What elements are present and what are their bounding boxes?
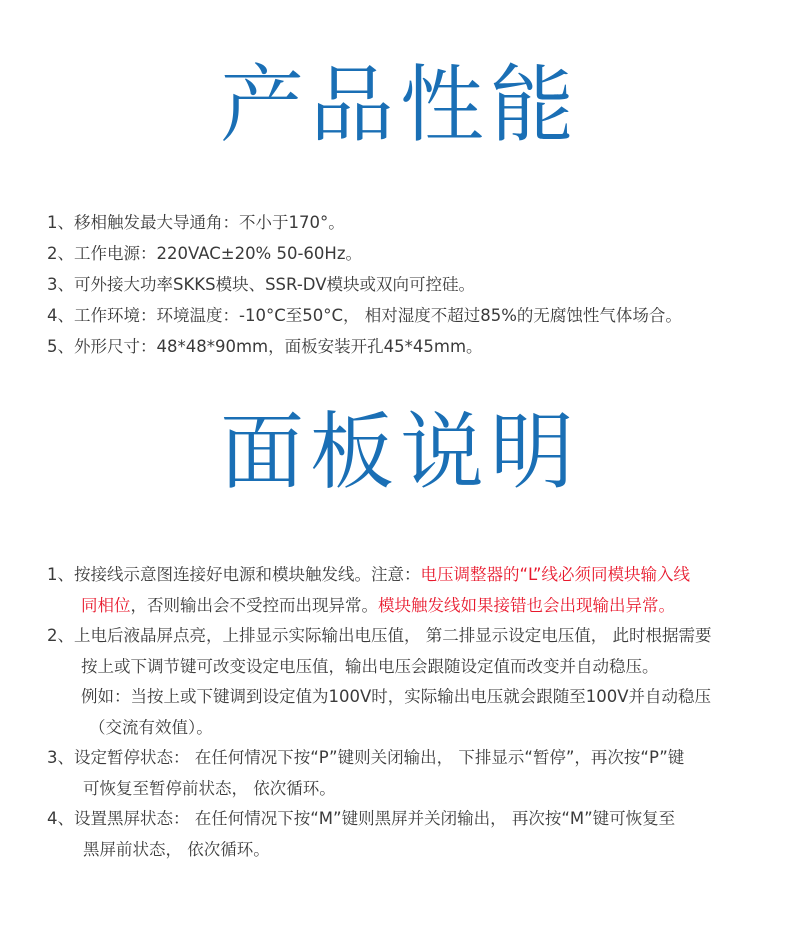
panel-instruction-list [47,560,787,865]
performance-title: 产品性能 [219,56,580,154]
panel-item-4-line-1: 4、设置黑屏状态： 在任何情况下按“M”键则黑屏并关闭输出， 再次按“M”键可恢复至 [47,809,676,828]
panel-item-4-line-2: 黑屏前状态， 依次循环。 [83,839,270,859]
panel-item-2-line-2: 按上或下调节键可改变设定电压值，输出电压会跟随设定值而改变并自动稳压。 [81,656,659,676]
panel-item-1-line-1 [47,560,787,591]
performance-spec-list [47,207,787,362]
spec-item-4: 4、工作环境：环境温度：-10°C至50°C， 相对湿度不超过85%的无腐蚀性气体场合。 [47,306,682,325]
panel-title: 面板说明 [219,403,580,501]
spec-item-3: 3、可外接大功率SKKS模块、SSR-DV模块或双向可控硅。 [47,275,475,294]
panel-item-1-middle: ，否则输出会不受控而出现异常。 [130,595,378,615]
panel-item-1-warning-1: 电压调整器的“L”线必须同模块输入线 [420,565,690,584]
spec-item-5: 5、外形尺寸：48*48*90mm，面板安装开孔45*45mm。 [47,337,483,356]
spec-item-1: 1、移相触发最大导通角：不小于170°。 [47,213,345,232]
panel-item-3-line-1: 3、设定暂停状态： 在任何情况下按“P”键则关闭输出， 下排显示“暂停”，再次按“P”键 [47,748,685,767]
panel-item-1-warning-3: 模块触发线如果接错也会出现输出异常。 [378,595,675,615]
panel-item-3-line-2: 可恢复至暂停前状态， 依次循环。 [83,778,336,798]
spec-item-2: 2、工作电源：220VAC±20% 50-60Hz。 [47,244,362,263]
panel-item-2-line-1: 2、上电后液晶屏点亮，上排显示实际输出电压值， 第二排显示设定电压值， 此时根据需要 [47,626,712,645]
panel-item-1-warning-2: 同相位 [81,595,131,615]
panel-item-1-prefix: 1、按接线示意图连接好电源和模块触发线。注意： [47,565,421,584]
panel-item-1-line-2 [47,591,787,622]
panel-item-2-line-4: （交流有效值）。 [89,717,213,737]
panel-item-2-line-3: 例如：当按上或下键调到设定值为100V时，实际输出电压就会跟随至100V并自动稳压 [81,687,712,706]
